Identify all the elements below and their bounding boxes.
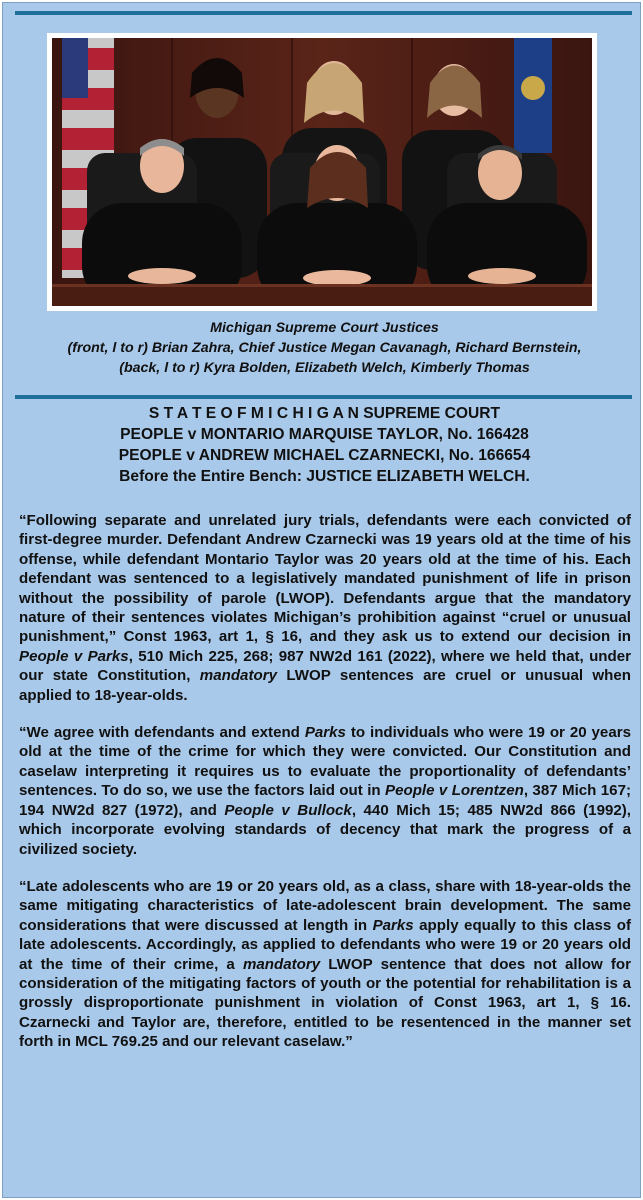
paragraph-3: [19, 877, 631, 1052]
court-name: S T A T E O F M I C H I G A N SUPREME COURT: [148, 405, 501, 422]
justices-photo-illustration: [52, 38, 592, 306]
caption-front-row: (front, l to r) Brian Zahra, Chief Justice Megan Cavanagh, Richard Bernstein,: [67, 340, 582, 356]
top-divider: [15, 11, 632, 15]
case-taylor: PEOPLE v MONTARIO MARQUISE TAYLOR, No. 166428: [120, 426, 529, 443]
case-czarnecki: PEOPLE v ANDREW MICHAEL CZARNECKI, No. 166654: [118, 447, 531, 464]
case-citation: People v Bullock: [224, 801, 352, 819]
text-segment: to individuals who were 19 or 20 years old at the time of the crime for which they were convicted. Our Constitution and caselaw interpreting it requires us to evaluate the proportionality of defendants’ sentences. To do so, we use the factors laid out in: [19, 724, 631, 800]
court-justices-photo: [52, 38, 592, 306]
text-segment: “Late adolescents who are 19 or 20 years old, as a class, share with 18-year-olds the same mitigating characteristics of late-adolescent brain development. The same considerations that were discussed at length in: [19, 877, 631, 934]
caption-back-row: (back, l to r) Kyra Bolden, Elizabeth Welch, Kimberly Thomas: [119, 360, 530, 376]
case-citation: Parks: [372, 916, 414, 934]
text-segment: , 510 Mich 225, 268; 987 NW2d 161 (2022), where we held that, under our state Constitution,: [19, 647, 631, 685]
text-segment: apply equally to this class of late adolescents. Accordingly, as applied to defendants who were 19 or 20 years old at the time of their crime, a: [19, 916, 631, 973]
case-citation: People v Parks: [19, 647, 129, 665]
text-segment: “We agree with defendants and extend: [19, 724, 305, 742]
emphasis: mandatory: [242, 955, 321, 973]
text-segment: “Following separate and unrelated jury trials, defendants were each convicted of first-degree murder. Defendant Andrew Czarnecki was 19 years old at the time of his offense, while defendant Montario Taylor was 20 years old at the time of his. Each defendant was sentenced to a legislatively mandated punishment of life in prison without the possibility of parole (LWOP). Defendants argue that the mandatory nature of their sentences violates Michigan’s prohibition against “cruel or unusual punishment,” Const 1963, art 1, § 16, and they ask us to extend our decision in: [19, 512, 631, 646]
text-segment: LWOP sentence that does not allow for consideration of the mitigating factors of youth or the potential for rehabilitation is a grossly disproportionate punishment in violation of Const 1963, art 1, § 16. Czarnecki and Taylor are, therefore, entitled to be resentenced in the manner set forth in MCL 769.25 and our relevant caselaw.”: [19, 955, 631, 1051]
article-panel: [2, 2, 641, 1198]
case-citation: People v Lorentzen: [385, 782, 524, 800]
paragraph-1: [19, 511, 631, 705]
bench-author: Before the Entire Bench: JUSTICE ELIZABETH WELCH.: [119, 468, 530, 485]
michigan-flag-icon: [514, 38, 552, 153]
case-citation: Parks: [304, 724, 346, 742]
paragraph-2: [19, 723, 631, 859]
opinion-excerpt: [19, 511, 631, 1070]
photo-caption: [3, 318, 643, 378]
text-segment: LWOP sentences are cruel or unusual when applied to 18-year-olds.: [19, 667, 632, 704]
photo-frame: [47, 33, 597, 311]
case-header: [3, 403, 643, 487]
middle-divider: [15, 395, 632, 399]
emphasis: mandatory: [199, 667, 277, 685]
caption-title: Michigan Supreme Court Justices: [210, 320, 439, 336]
text-segment: , 387 Mich 167; 194 NW2d 827 (1972), and: [19, 782, 632, 819]
text-segment: , 440 Mich 15; 485 NW2d 866 (1992), which incorporate evolving standards of decency that mark the progress of a civilized society.: [19, 801, 631, 858]
